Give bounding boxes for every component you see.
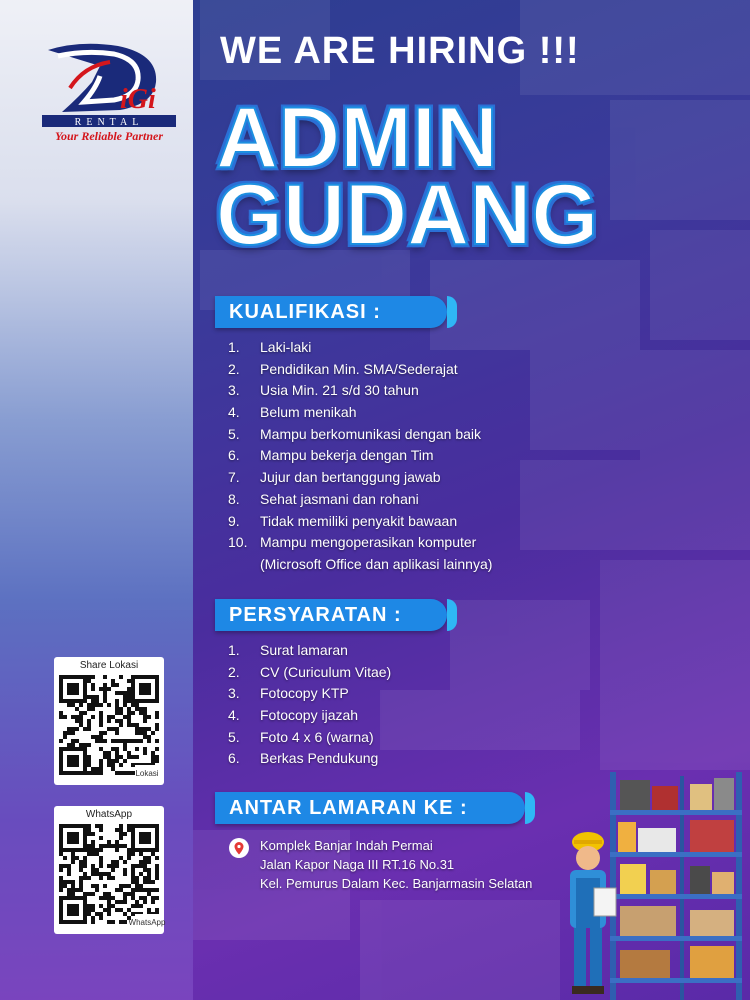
qr-label-whatsapp: WhatsApp	[85, 809, 133, 820]
qr-corner-label: WhatsApp	[128, 917, 166, 927]
antar-lamaran-heading: ANTAR LAMARAN KE :	[215, 792, 525, 824]
qr-code-location[interactable]	[59, 675, 159, 779]
list-item: 8. Sehat jasmani dan rohani	[228, 490, 419, 507]
address-line2: Jalan Kapor Naga III RT.16 No.31	[260, 857, 455, 872]
address-line3: Kel. Pemurus Dalam Kec. Banjarmasin Selatan	[260, 876, 533, 891]
list-item: 4. Fotocopy ijazah	[228, 707, 359, 724]
warehouse-worker-illustration	[560, 760, 750, 1000]
job-title-line2: GUDANG	[216, 167, 599, 263]
list-item: 3. Fotocopy KTP	[228, 685, 349, 702]
address-block	[260, 836, 532, 893]
qr-corner-label: Lokasi	[135, 768, 159, 778]
list-item: 9. Tidak memiliki penyakit bawaan	[228, 512, 458, 529]
hiring-heading: WE ARE HIRING !!!	[220, 30, 580, 72]
list-item: 1. Laki-laki	[228, 339, 312, 355]
digi-rental-logo	[40, 36, 178, 146]
qr-card-whatsapp[interactable]	[54, 806, 164, 934]
list-item: 6. Berkas Pendukung	[228, 750, 379, 767]
job-title-line1: ADMIN	[216, 90, 498, 186]
worker-icon	[570, 832, 616, 994]
list-item-continuation: (Microsoft Office dan aplikasi lainnya)	[260, 555, 493, 572]
list-item: 7. Jujur dan bertanggung jawab	[228, 469, 441, 486]
logo-tagline: Your Reliable Partner	[54, 129, 164, 143]
list-item: 5. Foto 4 x 6 (warna)	[228, 728, 374, 745]
logo-sub: RENTAL	[74, 117, 144, 128]
list-item: 2. CV (Curiculum Vitae)	[228, 663, 392, 680]
list-item: 10. Mampu mengoperasikan komputer	[228, 534, 477, 551]
shelf-icon	[610, 772, 742, 1000]
persyaratan-list	[228, 640, 391, 770]
list-item: 2. Pendidikan Min. SMA/Sederajat	[228, 360, 458, 377]
map-pin-icon	[229, 838, 249, 860]
list-item: 6. Mampu bekerja dengan Tim	[228, 447, 434, 464]
logo-brand: iGi	[120, 84, 156, 115]
kualifikasi-heading: KUALIFIKASI :	[215, 296, 447, 328]
qr-card-location[interactable]	[54, 657, 164, 785]
qr-code-whatsapp[interactable]	[59, 824, 166, 928]
qr-label-location: Share Lokasi	[79, 660, 139, 671]
list-item: 1. Surat lamaran	[228, 642, 348, 658]
list-item: 5. Mampu berkomunikasi dengan baik	[228, 425, 482, 442]
list-item: 3. Usia Min. 21 s/d 30 tahun	[228, 382, 419, 399]
list-item: 4. Belum menikah	[228, 404, 357, 421]
address-line1: Komplek Banjar Indah Permai	[260, 838, 433, 853]
persyaratan-heading: PERSYARATAN :	[215, 599, 447, 631]
kualifikasi-list	[228, 337, 492, 576]
